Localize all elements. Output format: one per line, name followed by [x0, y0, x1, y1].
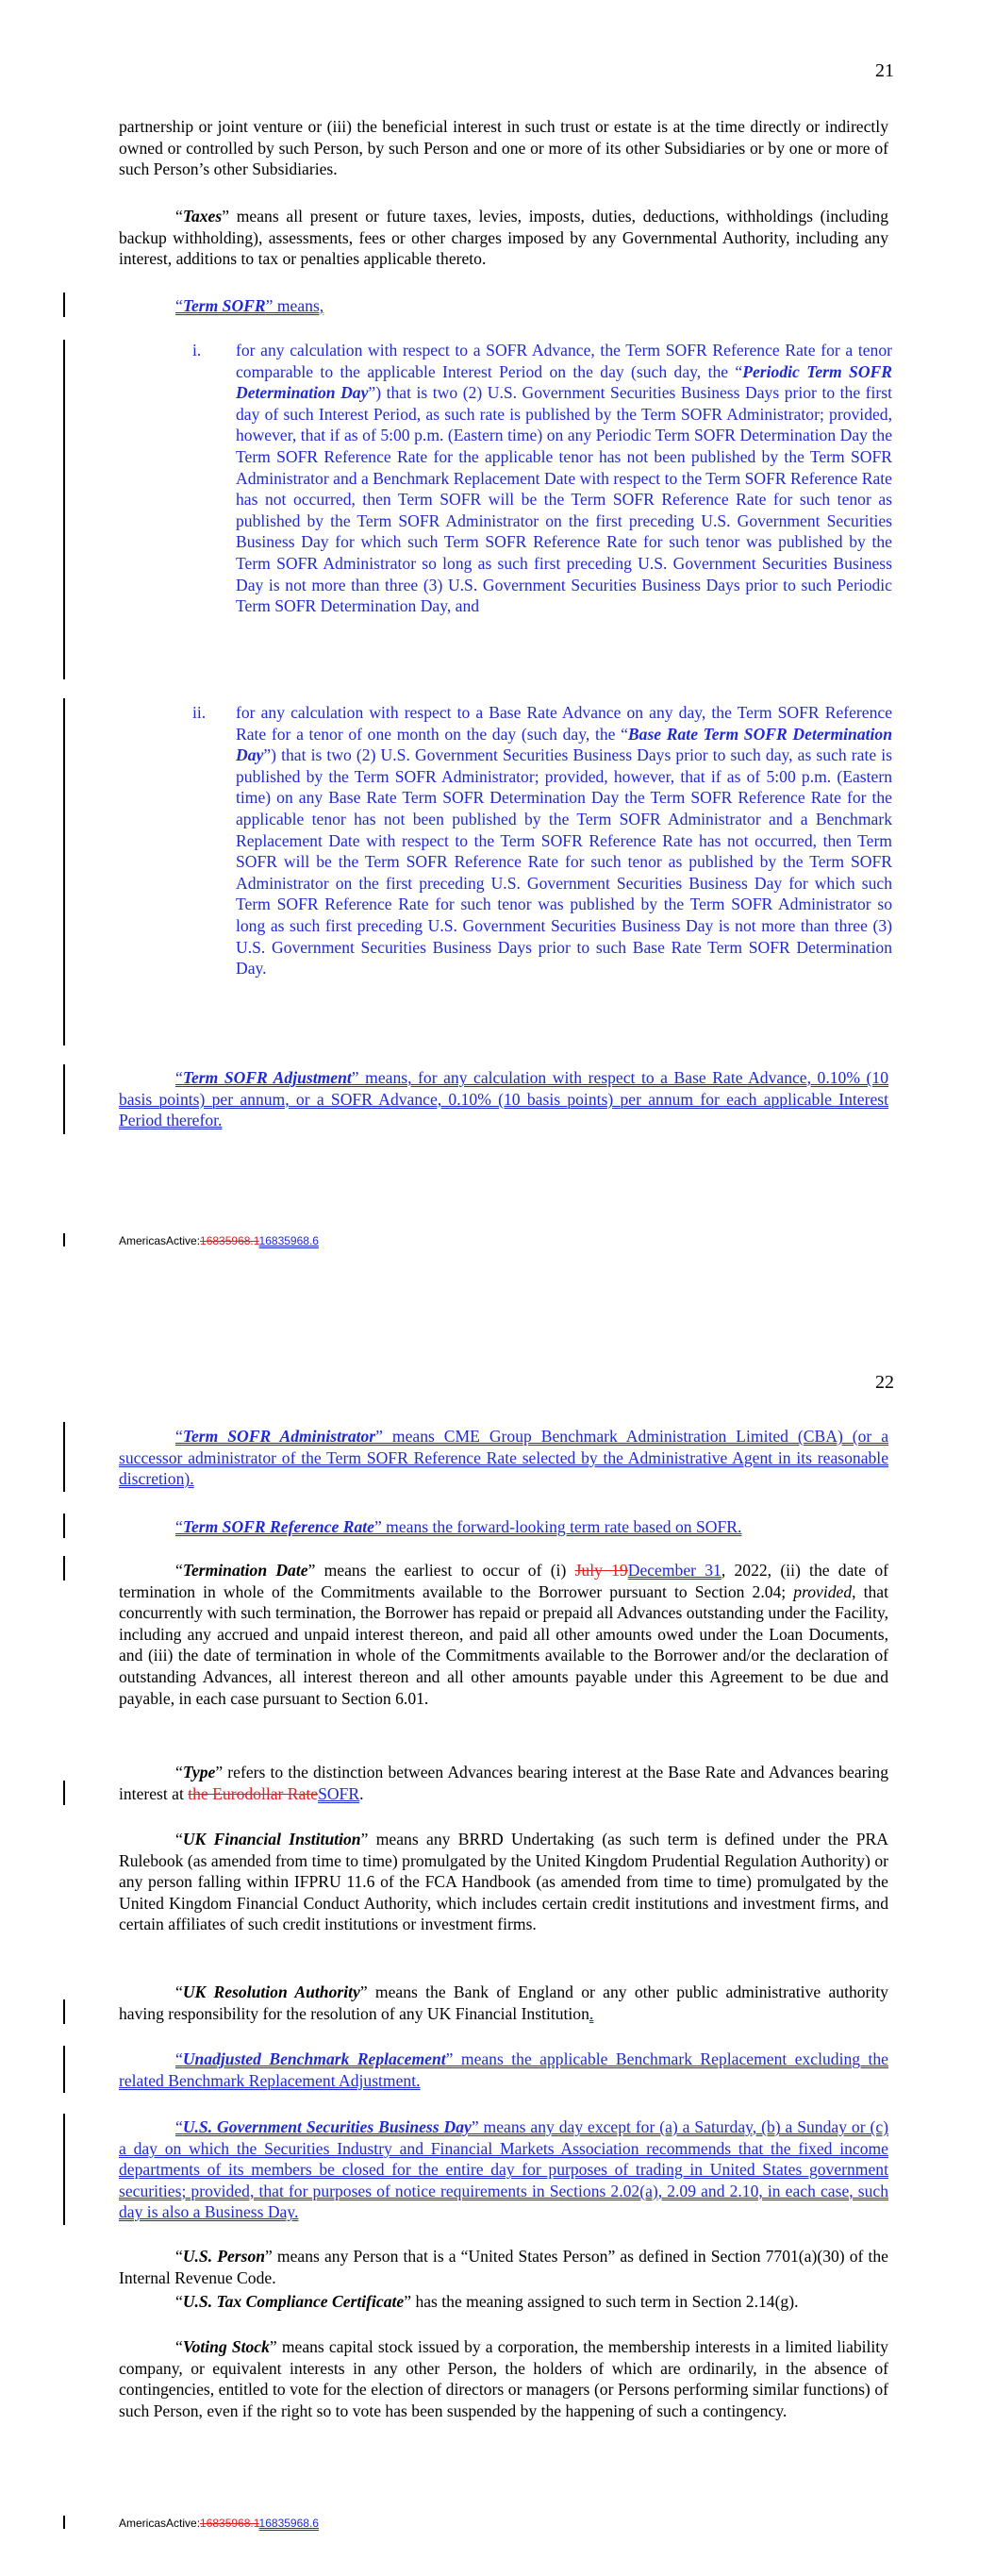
defined-term: U.S. Tax Compliance Certificate — [182, 2292, 405, 2311]
inserted-text: . — [589, 2003, 594, 2023]
carryover-paragraph: partnership or joint venture or (iii) the beneficial interest in such trust or estate is at the time directly or indirectly owned or controlled by such Person, by such Person and one or more of its other Subsidiaries or by one or more of such Person’s other Subsidiaries. — [119, 117, 888, 179]
list-text: for any calculation with respect to a SOFR Advance, the Term SOFR Reference Rate for a tenor comparable to the applicable Interest Period on the day (such day, the “Periodic Term SOFR Determination Day”) that is two (2) U.S. Government Securities Business Days prior to the first day of such Interest Period, as such rate is published by the Term SOFR Administrator; provided, however, that if as of 5:00 p.m. (Eastern time) on any Periodic Term SOFR Determination Day the Term SOFR Reference Rate for the applicable tenor has not been published by the Term SOFR Administrator and a Benchmark Replacement Date with respect to the Term SOFR Reference Rate has not occurred, then Term SOFR will be the Term SOFR Reference Rate for such tenor as published by the Term SOFR Administrator on the first preceding U.S. Government Securities Business Day for which such Term SOFR Reference Rate for such tenor was published by the Term SOFR Administrator so long as such first preceding U.S. Government Securities Business Day is not more than three (3) U.S. Government Securities Business Days prior to such Periodic Term SOFR Determination Day, and — [236, 341, 893, 616]
page-number: 21 — [875, 60, 894, 81]
change-bar — [63, 1999, 65, 2024]
change-bar — [63, 293, 65, 317]
change-bar — [63, 2516, 65, 2529]
definition-us-gov-securities-business-day: “U.S. Government Securities Business Day” means any day except for (a) a Saturday, (b) a Sunday or (c) a day on which the Securities Industry and Financial Markets Association recommends that the fixed income departments of its members be closed for the entire day for purposes of trading in United States government securities; provided, that for purposes of notice requirements in Sections 2.02(a), 2.09 and 2.10, in each case, such day is also a Business Day. — [119, 2117, 888, 2222]
definition-uk-resolution-authority: “UK Resolution Authority” means the Bank of England or any other public administrative authority having responsibility for the resolution of any UK Financial Institution. — [119, 1982, 888, 2023]
defined-term: UK Resolution Authority — [182, 1982, 360, 2001]
list-text: for any calculation with respect to a Base Rate Advance on any day, the Term SOFR Reference Rate for a tenor of one month on the day (such day, the “Base Rate Term SOFR Determination Day”) that is two (2) U.S. Government Securities Business Days prior to such day, as such rate is published by the Term SOFR Administrator; provided, however, that if as of 5:00 p.m. (Eastern time) on any Base Rate Term SOFR Determination Day the Term SOFR Reference Rate for the applicable tenor has not been published by the Term SOFR Administrator and a Benchmark Replacement Date with respect to the Term SOFR Reference Rate has not occurred, then Term SOFR will be the Term SOFR Reference Rate for such tenor as published by the Term SOFR Administrator on the first preceding U.S. Government Securities Business Day for which such Term SOFR Reference Rate for such tenor was published by the Term SOFR Administrator so long as such first preceding U.S. Government Securities Business Day is not more than three (3) U.S. Government Securities Business Days prior to such Base Rate Term SOFR Determination Day. — [236, 703, 892, 979]
change-bar — [63, 1233, 65, 1246]
inserted-text: December 31 — [627, 1561, 721, 1580]
footer-doc-id: AmericasActive:16835968.116835968.6 — [119, 1234, 319, 1247]
definition-term-sofr-reference-rate: “Term SOFR Reference Rate” means the forward-looking term rate based on SOFR. — [175, 1517, 742, 1536]
change-bar — [63, 2046, 65, 2093]
footer-doc-id: AmericasActive:16835968.116835968.6 — [119, 2517, 319, 2530]
definition-type: “Type” refers to the distinction between Advances bearing interest at the Base Rate and Advances bearing interest at the Eurodollar RateSOFR. — [119, 1763, 888, 1803]
defined-term: Taxes — [182, 207, 223, 226]
defined-term: U.S. Person — [182, 2247, 266, 2266]
defined-term: Base Rate Term SOFR Determination Day — [236, 724, 892, 765]
definition-us-person: “U.S. Person” means any Person that is a “United States Person” as defined in Section 7701(a)(30) of the Internal Revenue Code. — [119, 2247, 888, 2287]
change-bar — [63, 1556, 65, 1581]
deleted-text: July 19 — [574, 1561, 628, 1580]
defined-term: U.S. Government Securities Business Day — [182, 2117, 472, 2136]
definition-taxes: “Taxes” means all present or future taxes, levies, imposts, duties, deductions, withholdings (including backup withholding), assessments, fees or other charges imposed by any Governmental Authority, including any interest, additions to tax or penalties applicable thereto. — [119, 207, 888, 269]
change-bar — [63, 698, 65, 1045]
defined-term: Termination Date — [182, 1561, 308, 1580]
change-bar — [63, 1422, 65, 1492]
defined-term: Type — [182, 1763, 216, 1781]
defined-term: Term SOFR Adjustment — [182, 1068, 352, 1087]
change-bar — [63, 1514, 65, 1538]
change-bar — [63, 2114, 65, 2225]
page-22 — [0, 1288, 995, 2576]
defined-term: Term SOFR Administrator — [182, 1427, 376, 1446]
inserted-text: SOFR — [318, 1783, 360, 1803]
defined-term: Term SOFR Reference Rate — [182, 1517, 374, 1536]
definition-termination-date: “Termination Date” means the earliest to occur of (i) July 19December 31, 2022, (ii) the date of termination in whole of the Commitments available to the Borrower pursuant to Section 2.04; provided, that concurrently with such termination, the Borrower has repaid or prepaid all Advances outstanding under the Facility, including any accrued and unpaid interest thereon, and paid all other amounts owed under the Loan Documents, and (iii) the date of termination in whole of the Commitments available to the Borrower and/or the declaration of outstanding Advances, all interest thereon and all other amounts payable under this Agreement to be due and payable, in each case pursuant to Section 6.01. — [119, 1561, 888, 1708]
definition-us-tax-compliance-certificate: “U.S. Tax Compliance Certificate” has the meaning assigned to such term in Section 2.14(g). — [175, 2292, 799, 2311]
deleted-text: the Eurodollar Rate — [188, 1783, 319, 1803]
change-bar — [63, 1064, 65, 1134]
change-bar — [63, 340, 65, 679]
definition-voting-stock: “Voting Stock” means capital stock issued by a corporation, the membership interests in a limited liability company, or equivalent interests in any other Person, the holders of which are ordinarily, in the absence of contingencies, entitled to vote for the election of directors or managers (or Persons performing similar functions) of such Person, even if the right so to vote has been suspended by the happening of such a contingency. — [119, 2337, 888, 2420]
defined-term: UK Financial Institution — [182, 1830, 361, 1848]
page-number: 22 — [875, 1372, 894, 1393]
list-number: ii. — [192, 703, 207, 722]
list-number: i. — [192, 341, 202, 360]
defined-term: Term SOFR — [182, 296, 266, 315]
defined-term: Periodic Term SOFR Determination Day — [236, 361, 893, 403]
change-bar — [63, 1781, 65, 1805]
definition-term-sofr-administrator: “Term SOFR Administrator” means CME Group Benchmark Administration Limited (CBA) (or a successor administrator of the Term SOFR Reference Rate selected by the Administrative Agent in its reasonable discretion). — [119, 1427, 889, 1489]
definition-term-sofr-adjustment: “Term SOFR Adjustment” means, for any calculation with respect to a Base Rate Advance, 0.10% (10 basis points) per annum, or a SOFR Advance, 0.10% (10 basis points) per annum for each applicable Interest Period therefor. — [119, 1068, 889, 1130]
defined-term: Voting Stock — [182, 2337, 270, 2356]
definition-term-sofr: “Term SOFR” means, — [175, 296, 324, 315]
definition-uk-financial-institution: “UK Financial Institution” means any BRRD Undertaking (as such term is defined under the PRA Rulebook (as amended from time to time) promulgated by the United Kingdom Prudential Regulation Authority) or any person falling within IFPRU 11.6 of the FCA Handbook (as amended from time to time) promulgated by the United Kingdom Financial Conduct Authority, which includes certain credit institutions and investment firms, and certain affiliates of such credit institutions or investment firms. — [119, 1830, 888, 1934]
definition-unadjusted-benchmark-replacement: “Unadjusted Benchmark Replacement” means the applicable Benchmark Replacement excluding the related Benchmark Replacement Adjustment. — [119, 2049, 888, 2090]
defined-term: Unadjusted Benchmark Replacement — [182, 2049, 446, 2068]
